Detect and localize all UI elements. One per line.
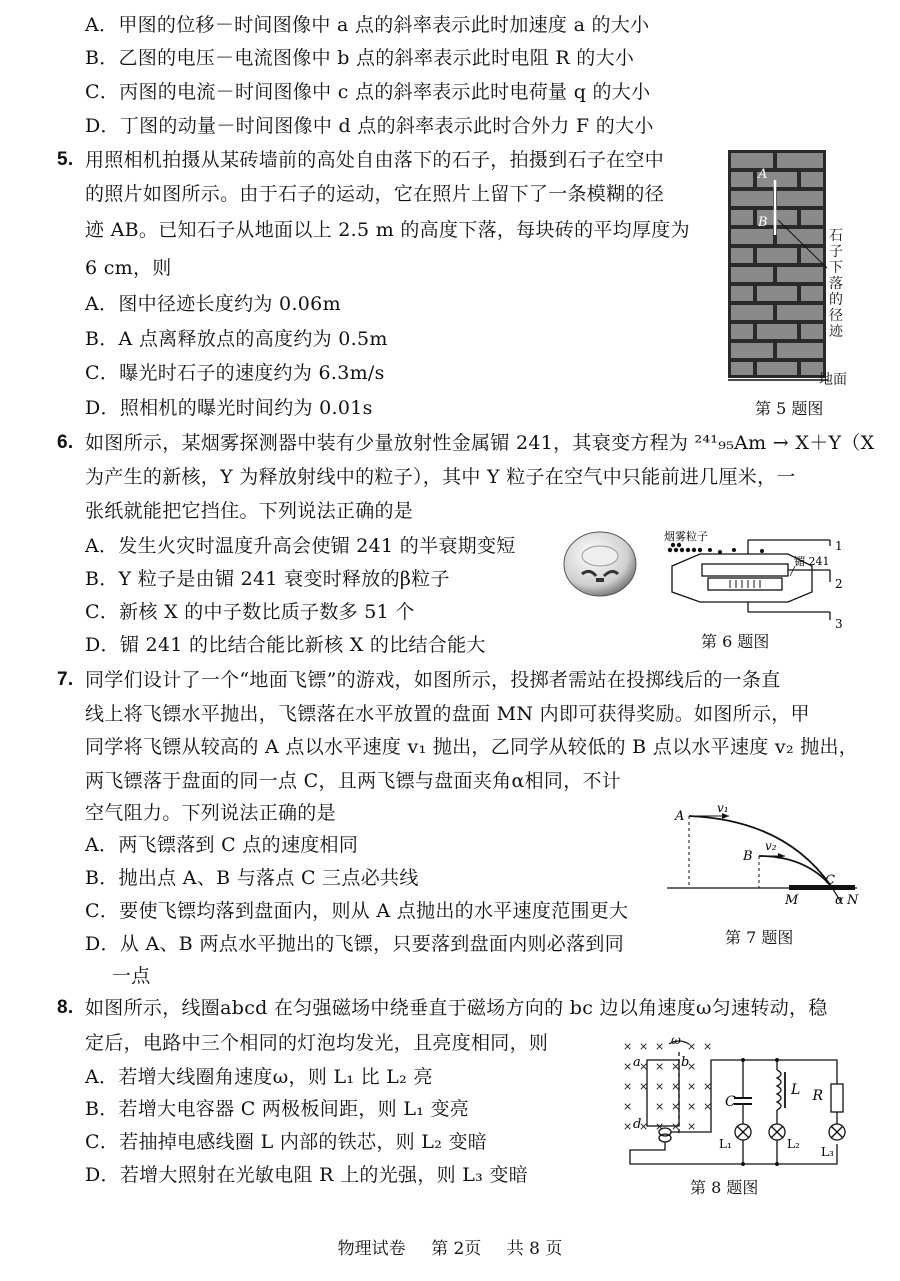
q5-stem-3: 迹 AB。已知石子从地面以上 2.5 m 的高度下落，每块砖的平均厚度为	[85, 219, 690, 241]
page-footer	[0, 1234, 900, 1259]
q5-option-b: B．A 点离释放点的高度约为 0.5m	[85, 328, 388, 350]
q7-option-a: A．两飞镖落到 C 点的速度相同	[85, 834, 359, 856]
svg-text:×: ×	[655, 1080, 665, 1093]
q8-fig-label-l3: L₃	[821, 1145, 834, 1159]
q7-stem-1: 同学们设计了一个“地面飞镖”的游戏，如图所示，投掷者需站在投掷线后的一条直	[85, 669, 781, 691]
q8-fig-label-a: a	[633, 1055, 641, 1070]
q7-fig-label-c: C	[825, 873, 835, 888]
svg-text:×: ×	[655, 1120, 665, 1133]
svg-text:×: ×	[671, 1060, 681, 1073]
q6-caption: 第 6 题图	[701, 632, 770, 651]
q6-option-a: A．发生火灾时温度升高会使镅 241 的半衰期变短	[85, 535, 516, 557]
q7-fig-label-v1: v₁	[717, 801, 729, 815]
q8-fig-label-d: d	[633, 1117, 642, 1132]
q8-option-a: A．若增大线圈角速度ω，则 L₁ 比 L₂ 亮	[85, 1066, 433, 1088]
q7-option-d: D．从 A、B 两点水平抛出的飞镖，只要落到盘面内则必落到同	[85, 933, 624, 955]
q8-fig-label-l: L	[791, 1082, 801, 1098]
svg-text:×: ×	[703, 1080, 713, 1093]
q8-fig-label-r: R	[812, 1088, 823, 1104]
svg-text:×: ×	[671, 1120, 681, 1133]
q8-fig-label-b: b	[681, 1055, 690, 1070]
svg-text:×: ×	[639, 1040, 649, 1053]
q5-stem-4: 6 cm，则	[85, 257, 172, 279]
inductor-l	[777, 1070, 781, 1110]
q7-stem-3: 同学将飞镖从较高的 A 点以水平速度 v₁ 抛出，乙同学从较低的 B 点以水平速度 v₂ 抛出，	[85, 736, 859, 758]
q7-fig-label-n: N	[847, 893, 859, 908]
q7-option-c: C．要使飞镖均落到盘面内，则从 A 点抛出的水平速度范围更大	[85, 900, 629, 922]
q6-option-b: B．Y 粒子是由镅 241 衰变时释放的β粒子	[85, 568, 450, 590]
q7-stem-2: 线上将飞镖水平抛出，飞镖落在水平放置的盘面 MN 内即可获得奖励。如图所示，甲	[85, 703, 810, 725]
svg-text:×: ×	[623, 1080, 633, 1093]
q8-circuit-figure	[615, 1033, 845, 1170]
q5-fig-label-b: B	[758, 215, 768, 230]
q5-stem-2: 的照片如图所示。由于石子的运动，它在照片上留下了一条模糊的径	[85, 183, 665, 205]
q6-option-d: D．镅 241 的比结合能比新核 X 的比结合能大	[85, 634, 486, 656]
q8-fig-label-l2: L₂	[787, 1137, 800, 1151]
svg-text:×: ×	[703, 1040, 713, 1053]
q5-fig-ground-label: 地面	[819, 372, 847, 388]
q7-stem-5: 空气阻力。下列说法正确的是	[85, 802, 336, 824]
svg-text:×: ×	[687, 1080, 697, 1093]
q6-terminal-2: 2	[835, 577, 843, 591]
q7-option-b: B．抛出点 A、B 与落点 C 三点必共线	[85, 867, 419, 889]
q7-fig-label-v2: v₂	[765, 839, 777, 853]
footer-subject: 物理试卷	[337, 1239, 406, 1259]
target-board-mn	[789, 885, 855, 890]
top-plate	[702, 564, 788, 576]
svg-text:×: ×	[687, 1060, 697, 1073]
q8-stem-1: 如图所示，线圈abcd 在匀强磁场中绕垂直于磁场方向的 bc 边以角速度ω匀速转动，稳	[85, 997, 828, 1019]
q4-option-a: A．甲图的位移－时间图像中 a 点的斜率表示此时加速度 a 的大小	[85, 14, 650, 36]
photoresistor-r	[831, 1084, 843, 1112]
smoke-particles	[668, 543, 764, 554]
q8-fig-label-l1: L₁	[719, 1137, 732, 1151]
q6-option-c: C．新核 X 的中子数比质子数多 51 个	[85, 601, 415, 623]
svg-text:×: ×	[687, 1100, 697, 1113]
q6-terminal-3: 3	[835, 617, 843, 631]
q6-smoke-label: 烟雾粒子	[664, 530, 708, 543]
svg-text:×: ×	[623, 1100, 633, 1113]
svg-text:×: ×	[639, 1080, 649, 1093]
svg-text:×: ×	[671, 1100, 681, 1113]
q7-projectile-figure	[665, 801, 865, 920]
trajectory-a	[689, 816, 831, 886]
q5-stem-1: 用照相机拍摄从某砖墙前的高处自由落下的石子，拍摄到石子在空中	[85, 149, 665, 171]
q5-option-a: A．图中径迹长度约为 0.06m	[85, 293, 341, 315]
q5-fig-label-a: A	[758, 167, 768, 182]
svg-text:×: ×	[655, 1040, 665, 1053]
q8-number: 8.	[57, 997, 74, 1018]
q7-number: 7.	[57, 669, 74, 690]
q5-fig-side-label: 石子下落的径迹	[829, 228, 844, 340]
q8-option-c: C．若抽掉电感线圈 L 内部的铁芯，则 L₂ 变暗	[85, 1131, 488, 1153]
q5-option-d: D．照相机的曝光时间约为 0.01s	[85, 397, 373, 419]
q6-number: 6.	[57, 432, 74, 453]
q6-am241-label: 镅 241	[794, 555, 830, 568]
q7-caption: 第 7 题图	[725, 928, 794, 947]
q5-option-c: C．曝光时石子的速度约为 6.3m/s	[85, 362, 385, 384]
q7-fig-label-b: B	[743, 849, 753, 864]
svg-text:×: ×	[639, 1120, 649, 1133]
svg-text:×: ×	[655, 1100, 665, 1113]
q8-option-b: B．若增大电容器 C 两极板间距，则 L₁ 变亮	[85, 1098, 470, 1120]
q6-stem-3: 张纸就能把它挡住。下列说法正确的是	[85, 500, 414, 522]
svg-text:×: ×	[655, 1060, 665, 1073]
q8-stem-2: 定后，电路中三个相同的灯泡均发光，且亮度相同，则	[85, 1032, 549, 1054]
svg-text:×: ×	[687, 1120, 697, 1133]
q4-option-d: D．丁图的动量－时间图像中 d 点的斜率表示此时合外力 F 的大小	[85, 115, 654, 137]
q8-caption: 第 8 题图	[690, 1178, 759, 1197]
q5-caption: 第 5 题图	[755, 399, 824, 418]
am241-source	[708, 578, 782, 590]
q6-smoke-detector-photo	[560, 522, 640, 602]
svg-text:×: ×	[687, 1040, 697, 1053]
q5-number: 5.	[57, 149, 74, 170]
q4-option-c: C．丙图的电流－时间图像中 c 点的斜率表示此时电荷量 q 的大小	[85, 81, 651, 103]
footer-total: 共 8 页	[506, 1239, 563, 1259]
svg-text:×: ×	[623, 1060, 633, 1073]
footer-page: 第 2页	[431, 1239, 482, 1259]
q8-option-d: D．若增大照射在光敏电阻 R 上的光强，则 L₃ 变暗	[85, 1164, 529, 1186]
q7-option-d-cont: 一点	[112, 965, 151, 987]
q8-fig-label-c: C	[725, 1094, 736, 1110]
q8-fig-omega: ω	[671, 1033, 681, 1047]
svg-text:×: ×	[703, 1100, 713, 1113]
q6-terminal-1: 1	[835, 539, 843, 553]
q7-fig-label-a: A	[675, 809, 685, 824]
svg-text:×: ×	[623, 1040, 633, 1053]
svg-text:×: ×	[623, 1120, 633, 1133]
q7-stem-4: 两飞镖落于盘面的同一点 C，且两飞镖与盘面夹角α相同，不计	[85, 770, 622, 792]
q6-chamber-diagram	[650, 526, 850, 630]
q4-option-b: B．乙图的电压－电流图像中 b 点的斜率表示此时电阻 R 的大小	[85, 47, 635, 69]
alpha-rays	[730, 580, 760, 588]
q7-fig-label-alpha: α	[835, 893, 844, 908]
q7-fig-label-m: M	[785, 893, 799, 908]
q6-stem-2: 为产生的新核，Y 为释放射线中的粒子），其中 Y 粒子在空气中只能前进几厘米，一	[85, 466, 796, 488]
svg-text:×: ×	[639, 1060, 649, 1073]
svg-text:×: ×	[671, 1080, 681, 1093]
q6-stem-1: 如图所示，某烟雾探测器中装有少量放射性金属镅 241，其衰变方程为 ²⁴¹₉₅Am → X＋Y（X	[85, 432, 875, 454]
